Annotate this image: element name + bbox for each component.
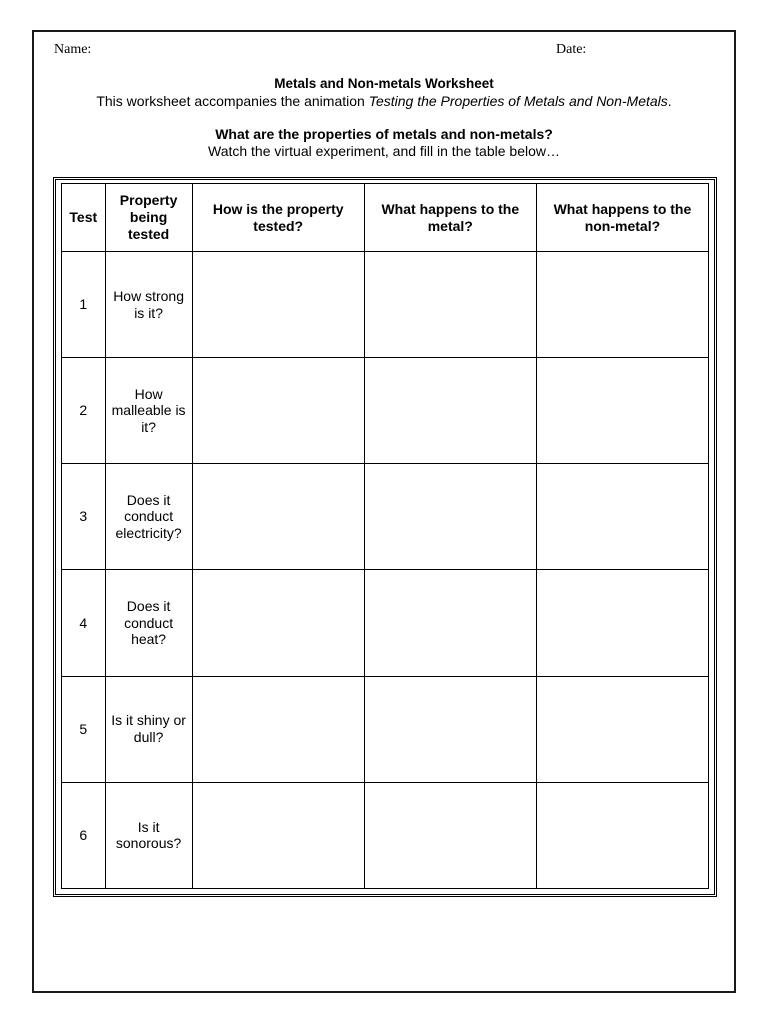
property-cell: Is it sonorous? [105, 782, 192, 888]
header-how-tested: How is the property tested? [192, 184, 364, 252]
how-tested-cell[interactable] [192, 570, 364, 676]
how-tested-cell[interactable] [192, 358, 364, 464]
header-property: Property being tested [105, 184, 192, 252]
property-cell: How strong is it? [105, 252, 192, 358]
how-tested-cell[interactable] [192, 676, 364, 782]
header-test: Test [62, 184, 106, 252]
metal-result-cell[interactable] [364, 252, 536, 358]
test-number: 5 [62, 676, 106, 782]
table-row [62, 358, 709, 464]
property-cell: How malleable is it? [105, 358, 192, 464]
nonmetal-result-cell[interactable] [536, 782, 708, 888]
nonmetal-result-cell[interactable] [536, 358, 708, 464]
nonmetal-result-cell[interactable] [536, 676, 708, 782]
how-tested-cell[interactable] [192, 782, 364, 888]
table-row [62, 252, 709, 358]
how-tested-cell[interactable] [192, 464, 364, 570]
header-metal-result: What happens to the metal? [364, 184, 536, 252]
metal-result-cell[interactable] [364, 570, 536, 676]
metal-result-cell[interactable] [364, 782, 536, 888]
test-number: 6 [62, 782, 106, 888]
table-row [62, 570, 709, 676]
metal-result-cell[interactable] [364, 358, 536, 464]
worksheet-instruction: Watch the virtual experiment, and fill in the table below… [208, 143, 560, 159]
nonmetal-result-cell[interactable] [536, 464, 708, 570]
property-cell: Is it shiny or dull? [105, 676, 192, 782]
property-cell: Does it conduct electricity? [105, 464, 192, 570]
properties-table-frame [53, 177, 717, 897]
test-number: 1 [62, 252, 106, 358]
test-number: 4 [62, 570, 106, 676]
worksheet-intro [32, 93, 736, 109]
animation-title: Testing the Properties of Metals and Non-Metals [368, 93, 668, 109]
test-number: 3 [62, 464, 106, 570]
worksheet-title: Metals and Non-metals Worksheet [274, 76, 494, 91]
worksheet-question: What are the properties of metals and non-metals? [215, 126, 553, 142]
header-nonmetal-result: What happens to the non-metal? [536, 184, 708, 252]
test-number: 2 [62, 358, 106, 464]
property-cell: Does it conduct heat? [105, 570, 192, 676]
properties-table [61, 183, 709, 889]
table-row [62, 782, 709, 888]
table-row [62, 464, 709, 570]
metal-result-cell[interactable] [364, 676, 536, 782]
table-row [62, 676, 709, 782]
metal-result-cell[interactable] [364, 464, 536, 570]
nonmetal-result-cell[interactable] [536, 252, 708, 358]
name-label: Name: [54, 42, 92, 57]
intro-period: . [667, 93, 672, 109]
how-tested-cell[interactable] [192, 252, 364, 358]
nonmetal-result-cell[interactable] [536, 570, 708, 676]
intro-text: This worksheet accompanies the animation [96, 93, 369, 109]
date-label: Date: [556, 42, 587, 57]
table-header-row [62, 184, 709, 252]
